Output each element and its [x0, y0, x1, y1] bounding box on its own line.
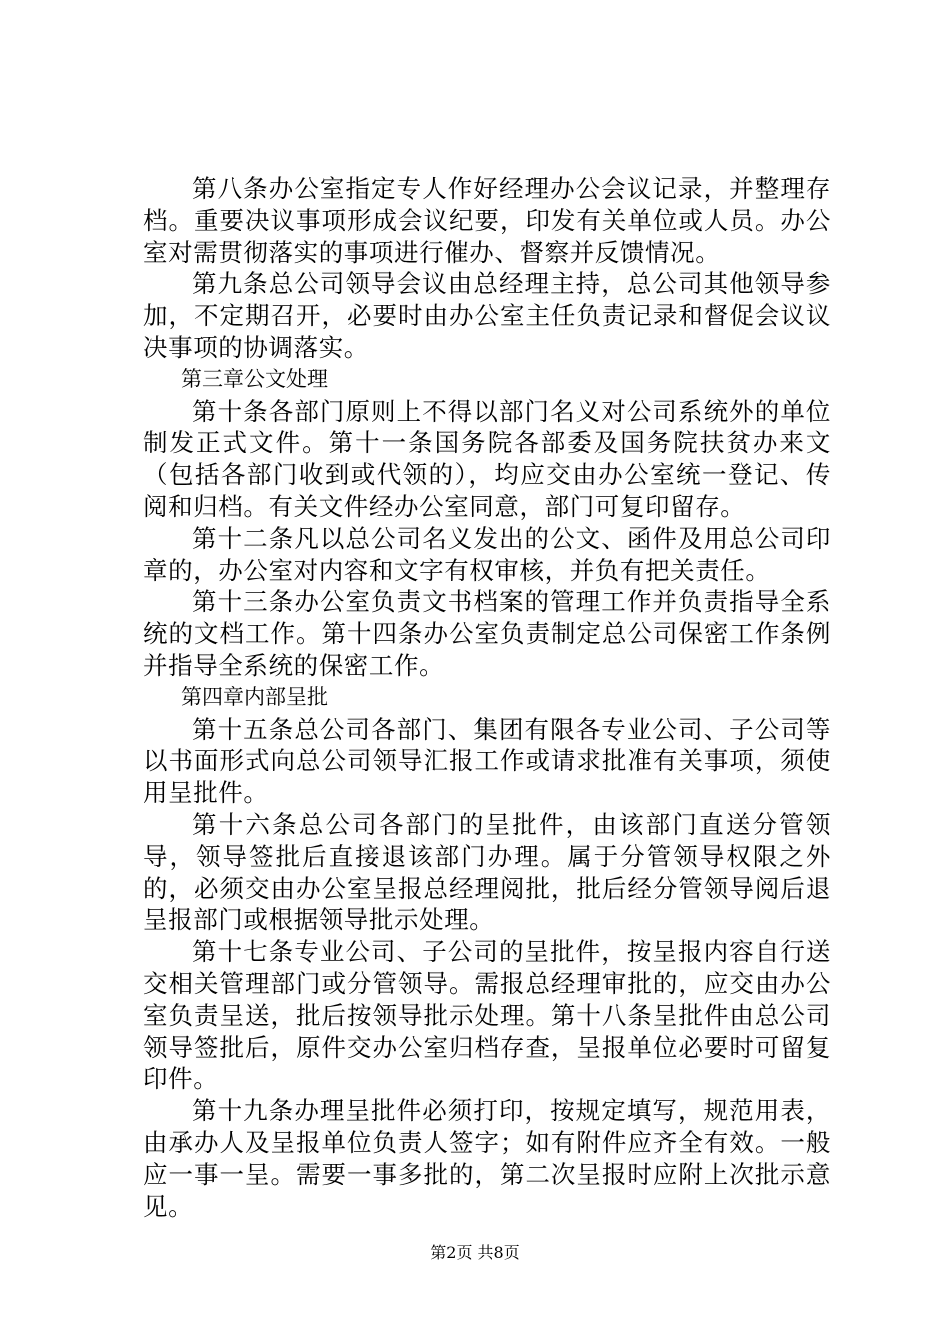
- article-12: 第十二条凡以总公司名义发出的公文、函件及用总公司印章的，办公室对内容和文字有权审核，并负有把关责任。: [143, 523, 831, 585]
- article-17-18: 第十七条专业公司、子公司的呈批件，按呈报内容自行送交相关管理部门或分管领导。需报总经理审批的，应交由办公室负责呈送，批后按领导批示处理。第十八条呈批件由总公司领导签批后，原件交办公室归档存查，呈报单位必要时可留复印件。: [143, 937, 831, 1094]
- article-16: 第十六条总公司各部门的呈批件，由该部门直送分管领导，领导签批后直接退该部门办理。属于分管领导权限之外的，必须交由办公室呈报总经理阅批，批后经分管领导阅后退呈报部门或根据领导批示处理。: [143, 809, 831, 935]
- article-13-14: 第十三条办公室负责文书档案的管理工作并负责指导全系统的文档工作。第十四条办公室负责制定总公司保密工作条例并指导全系统的保密工作。: [143, 587, 831, 680]
- article-19: 第十九条办理呈批件必须打印，按规定填写，规范用表，由承办人及呈报单位负责人签字；如有附件应齐全有效。一般应一事一呈。需要一事多批的，第二次呈报时应附上次批示意见。: [143, 1096, 831, 1221]
- chapter-3-heading: 第三章公文处理: [181, 366, 328, 391]
- article-10-11: 第十条各部门原则上不得以部门名义对公司系统外的单位制发正式文件。第十一条国务院各部委及国务院扶贫办来文（包括各部门收到或代领的），均应交由办公室统一登记、传阅和归档。有关文件经办公室同意，部门可复印留存。: [143, 396, 831, 521]
- article-8: 第八条办公室指定专人作好经理办公会议记录，并整理存档。重要决议事项形成会议纪要，印发有关单位或人员。办公室对需贯彻落实的事项进行催办、督察并反馈情况。: [143, 174, 831, 267]
- article-15: 第十五条总公司各部门、集团有限各专业公司、子公司等以书面形式向总公司领导汇报工作或请求批准有关事项，须使用呈批件。: [143, 714, 831, 808]
- page-number: 第2页 共8页: [430, 1243, 520, 1262]
- chapter-4-heading: 第四章内部呈批: [181, 684, 328, 709]
- document-body: [143, 173, 831, 1222]
- article-9: 第九条总公司领导会议由总经理主持，总公司其他领导参加，不定期召开，必要时由办公室主任负责记录和督促会议议决事项的协调落实。: [143, 269, 831, 362]
